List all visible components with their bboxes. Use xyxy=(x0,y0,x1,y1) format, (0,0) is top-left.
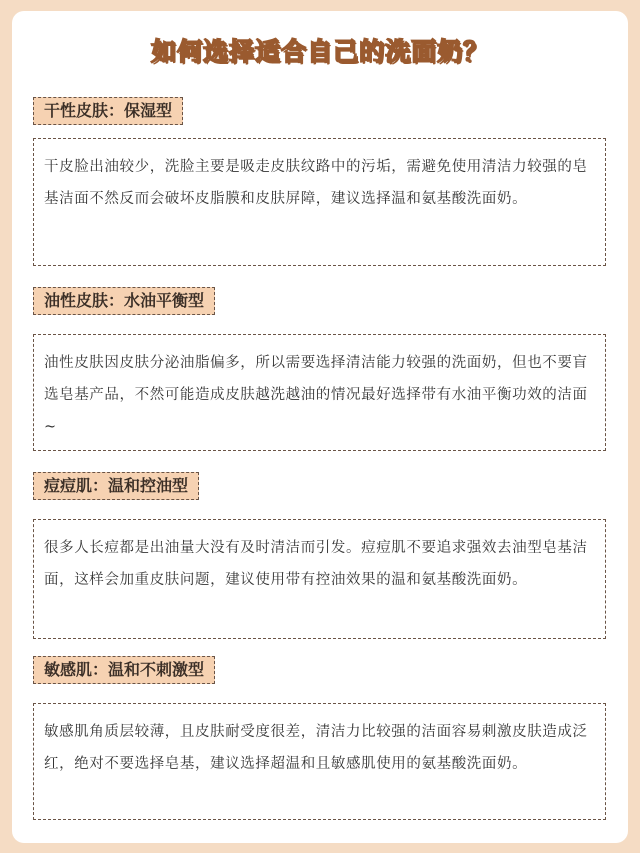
section-tag-acne-skin: 痘痘肌：温和控油型 xyxy=(33,472,199,500)
page-title: 如何选择适合自己的洗面奶？ xyxy=(150,37,489,66)
section-text-oily-skin: 油性皮肤因皮肤分泌油脂偏多，所以需要选择清洁能力较强的洗面奶，但也不要盲选皂基产品，不然可能造成皮肤越洗越油的情况最好选择带有水油平衡功效的洁面~ xyxy=(33,334,606,451)
section-tag-oily-skin: 油性皮肤：水油平衡型 xyxy=(33,287,215,315)
section-tag-sensitive-skin: 敏感肌：温和不刺激型 xyxy=(33,656,215,684)
section-tag-dry-skin: 干性皮肤：保湿型 xyxy=(33,97,183,125)
section-text-acne-skin: 很多人长痘都是出油量大没有及时清洁而引发。痘痘肌不要追求强效去油型皂基洁面，这样会加重皮肤问题，建议使用带有控油效果的温和氨基酸洗面奶。 xyxy=(33,519,606,639)
section-text-dry-skin: 干皮脸出油较少，洗脸主要是吸走皮肤纹路中的污垢，需避免使用清洁力较强的皂基洁面不然反而会破坏皮脂膜和皮肤屏障，建议选择温和氨基酸洗面奶。 xyxy=(33,138,606,266)
section-text-sensitive-skin: 敏感肌角质层较薄，且皮肤耐受度很差，清洁力比较强的洁面容易刺激皮肤造成泛红，绝对不要选择皂基，建议选择超温和且敏感肌使用的氨基酸洗面奶。 xyxy=(33,703,606,820)
